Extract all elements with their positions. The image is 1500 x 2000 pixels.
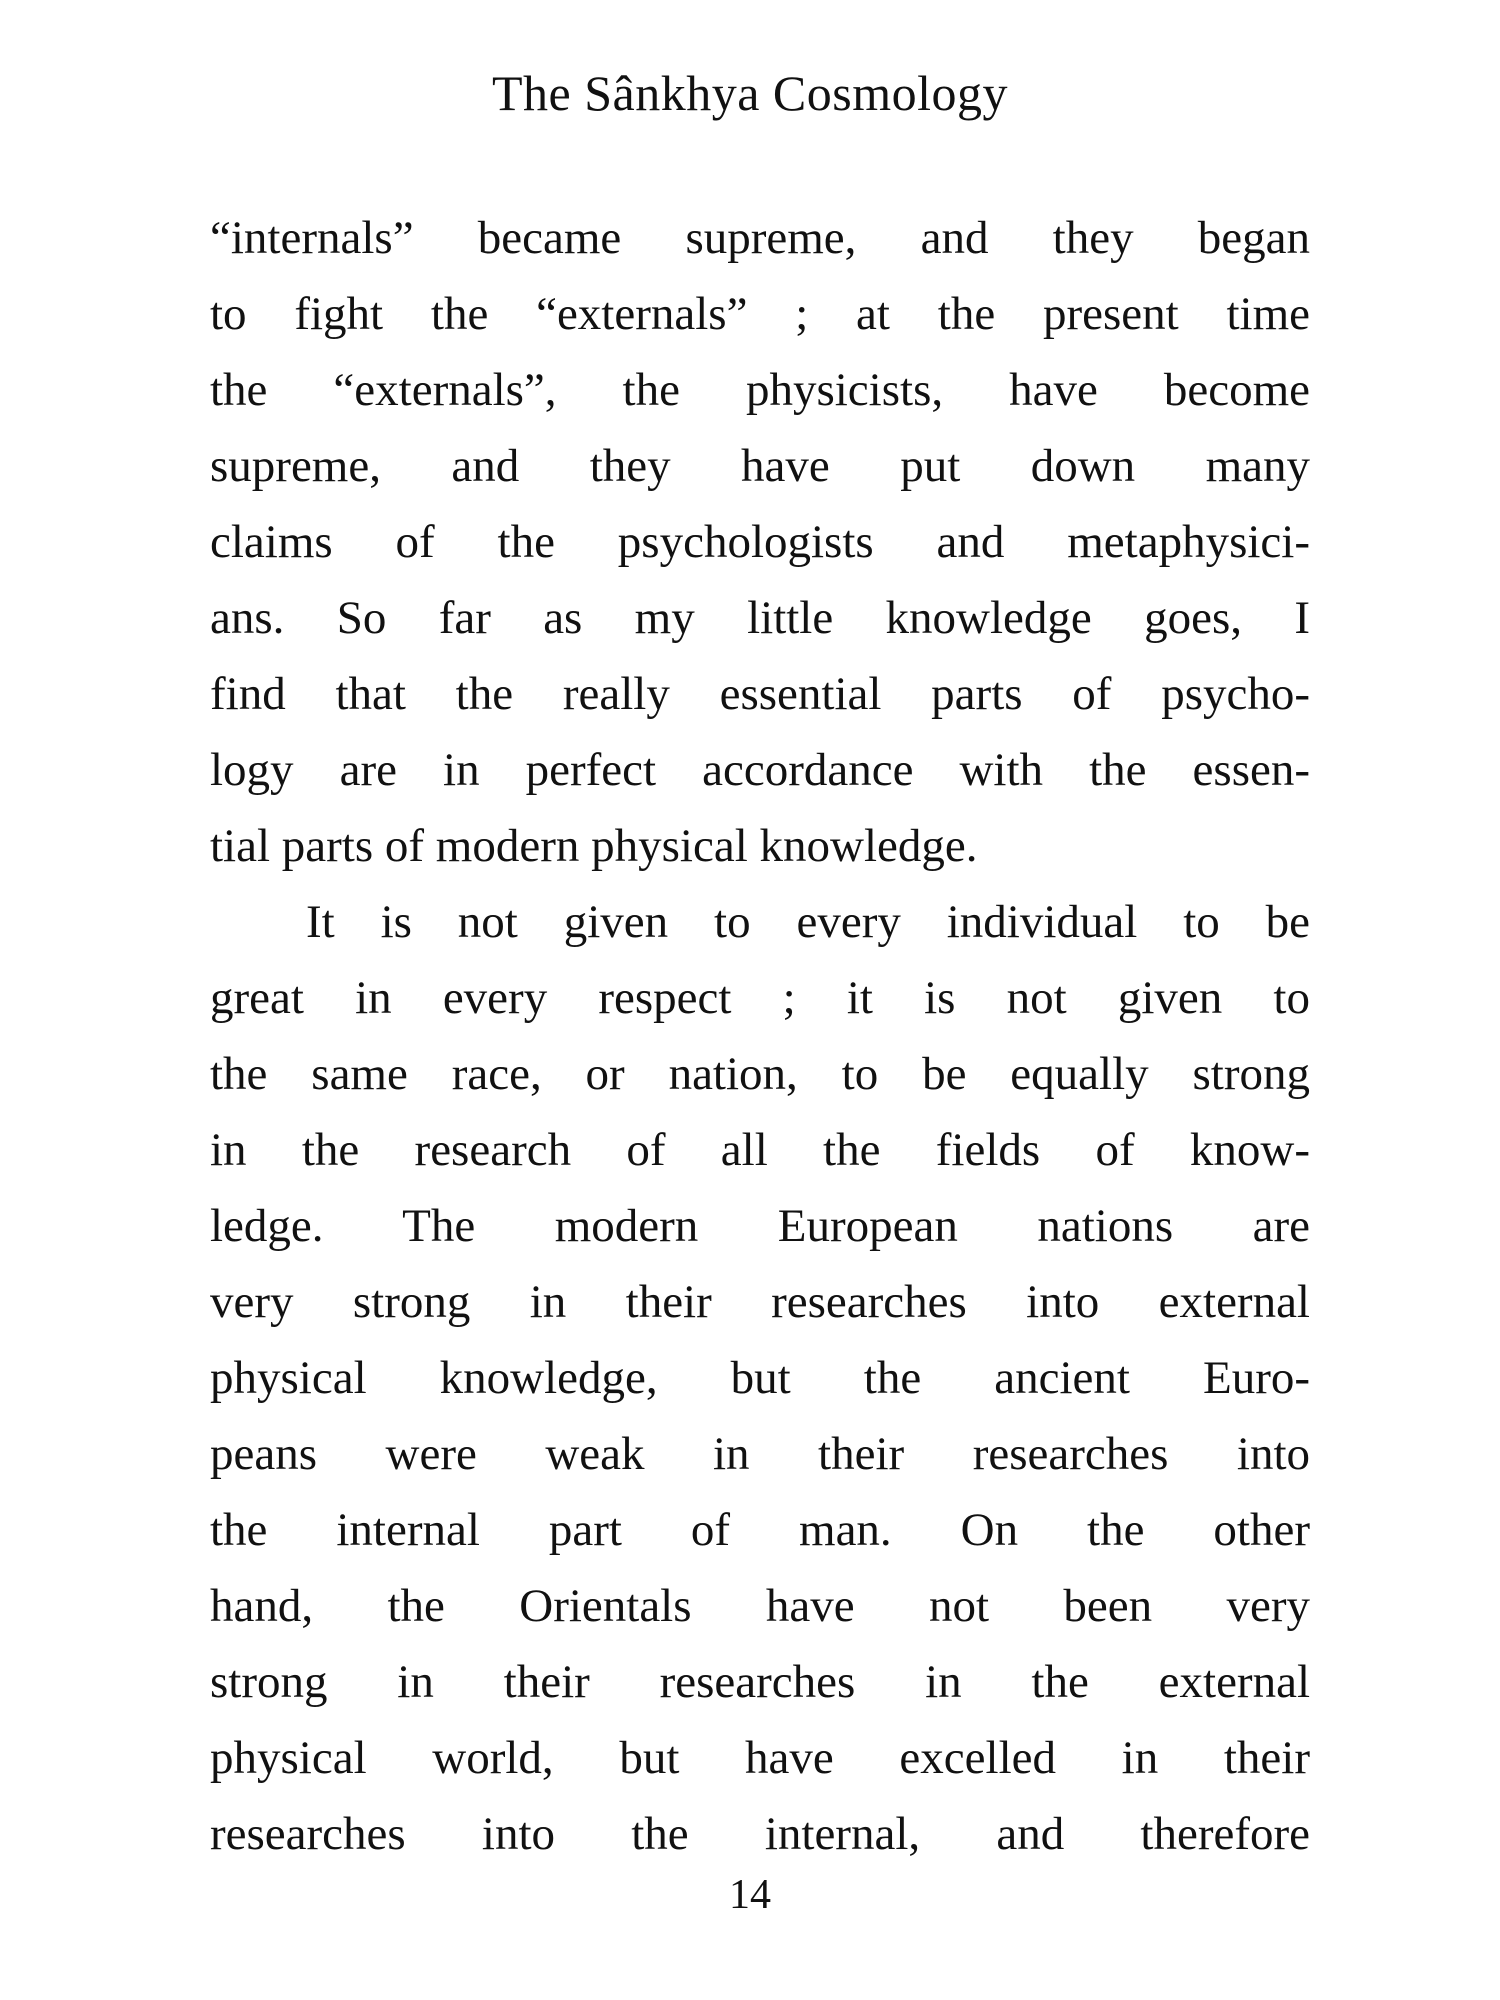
- text-line: researches into the internal, and therefore: [210, 1808, 1310, 1860]
- text-line: peans were weak in their researches into: [210, 1428, 1310, 1480]
- running-head-title: The Sânkhya Cosmology: [491, 65, 1009, 121]
- text-line: physical knowledge, but the ancient Euro-: [210, 1352, 1310, 1404]
- body-text: [210, 200, 1310, 1872]
- text-line: physical world, but have excelled in their: [210, 1732, 1310, 1784]
- text-line: to fight the “externals” ; at the present time: [210, 288, 1310, 340]
- page-number: 14: [729, 1872, 771, 1918]
- text-line: the “externals”, the physicists, have become: [210, 364, 1310, 416]
- text-line: find that the really essential parts of psycho-: [210, 668, 1310, 720]
- text-line: in the research of all the fields of know-: [210, 1124, 1310, 1176]
- text-line: the same race, or nation, to be equally strong: [210, 1048, 1310, 1100]
- text-line: “internals” became supreme, and they began: [210, 212, 1310, 264]
- text-line: great in every respect ; it is not given to: [210, 972, 1310, 1024]
- paragraph-1: [210, 200, 1310, 884]
- text-line: claims of the psychologists and metaphysici-: [210, 516, 1310, 568]
- text-line: ledge. The modern European nations are: [210, 1200, 1310, 1252]
- text-line: tial parts of modern physical knowledge.: [210, 820, 978, 872]
- paragraph-2: [210, 884, 1310, 1872]
- text-line: the internal part of man. On the other: [210, 1504, 1310, 1556]
- text-line: ans. So far as my little knowledge goes, I: [210, 592, 1310, 644]
- text-line: hand, the Orientals have not been very: [210, 1580, 1310, 1632]
- text-line: strong in their researches in the external: [210, 1656, 1310, 1708]
- text-line: logy are in perfect accordance with the essen-: [210, 744, 1310, 796]
- text-line: very strong in their researches into external: [210, 1276, 1310, 1328]
- text-line: It is not given to every individual to be: [306, 896, 1310, 948]
- text-line: supreme, and they have put down many: [210, 440, 1310, 492]
